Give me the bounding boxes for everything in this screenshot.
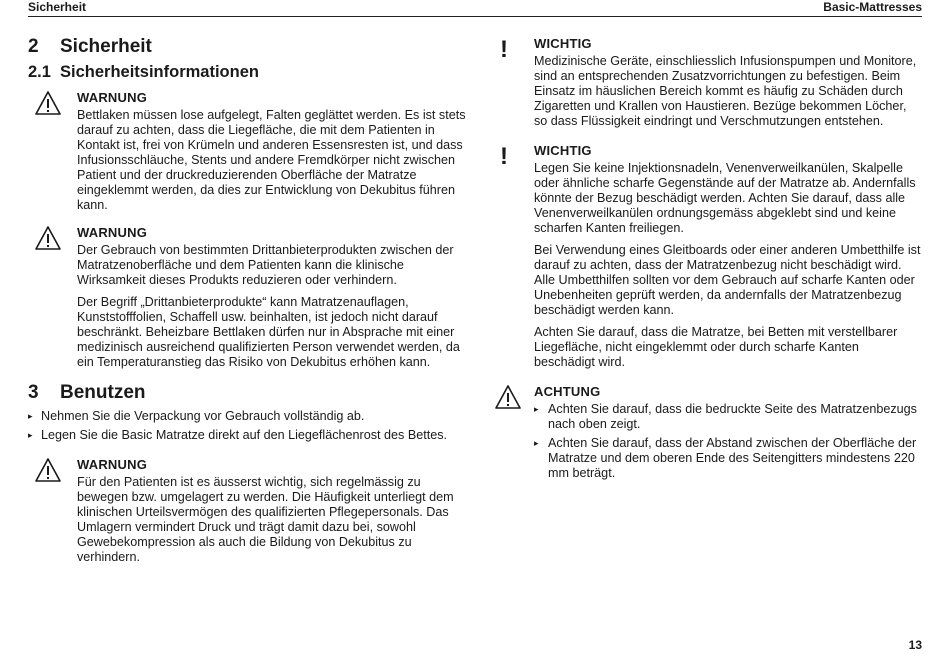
header-section-title: Sicherheit [28, 0, 87, 14]
page-number: 13 [908, 638, 922, 652]
section-heading-sicherheit: 2 Sicherheit [28, 36, 152, 57]
important-notice-1 [496, 36, 922, 129]
important-text: Bei Verwendung eines Gleitboards oder einer anderen Umbetthilfe ist darauf zu achten, dass der Matratzenbezug nicht beschädigt wird. Alle Umbetthilfen sollten vor dem Gebrauch auf scharfe Kanten oder Unebenheiten geprüft werden, da andernfalls der Matratzenbezug beschädigt werden kann. [534, 243, 921, 317]
warning-notice-2 [28, 225, 468, 370]
caution-notice [496, 384, 922, 481]
important-notice-2 [496, 143, 922, 370]
warning-triangle-icon [34, 225, 62, 251]
warning-text: Der Begriff „Drittanbieterprodukte“ kann Matratzenauflagen, Kunststofffolien, Schaffell usw. beinhalten, ist jedoch nicht darauf beschränkt. Beheizbare Bettlaken dürfen nur in Absprache mit einer medizinisch ausreichend qualifizierten Person verwendet werden, da ein Temperaturanstieg das Risiko von Dekubitus erhöhen kann. [77, 295, 460, 369]
warning-title: WARNUNG [77, 90, 148, 105]
subsection-heading-sicherheitsinformationen: 2.1 Sicherheitsinformationen [28, 63, 259, 81]
important-title: WICHTIG [534, 143, 592, 158]
warning-title: WARNUNG [77, 225, 148, 240]
warning-triangle-icon [494, 384, 522, 410]
list-item: ▸ Nehmen Sie die Verpackung vor Gebrauch vollständig ab. [28, 409, 468, 424]
section-heading-benutzen: 3 Benutzen [28, 382, 146, 403]
important-text: Medizinische Geräte, einschliesslich Infusionspumpen und Monitore, sind an entsprechenden Zusatzvorrichtungen zu befestigen. Beim Einsatz im häuslichen Bereich kommt es häufig zu Schäden durch Zigaretten und Krallen von Haustieren. Bezüge bekommen Löcher, so dass Flüssigkeit eindringt und Verschmutzungen entstehen. [534, 54, 917, 128]
caution-title: ACHTUNG [534, 384, 601, 399]
warning-title: WARNUNG [77, 457, 148, 472]
exclamation-icon: ! [500, 143, 508, 170]
header-rule [28, 16, 922, 17]
header-product-title: Basic-Mattresses [823, 0, 922, 14]
page-header [28, 0, 922, 14]
warning-notice-3 [28, 457, 468, 565]
exclamation-icon: ! [500, 36, 508, 63]
warning-triangle-icon [34, 90, 62, 116]
warning-text: Für den Patienten ist es äusserst wichtig, sich regelmässig zu bewegen bzw. umgelagert zu werden. Die Häufigkeit unterliegt dem klinischen Urteilsvermögen des qualifizierten Pflegepersonals. Das Umlagern vermindert Druck und trägt damit dazu bei, sowohl Gewebekompression als auch die Bildung von Dekubitus zu verhindern. [77, 475, 454, 564]
list-item: ▸ Achten Sie darauf, dass die bedruckte Seite des Matratzenbezugs nach oben zeigt. [534, 402, 922, 432]
list-item: ▸ Achten Sie darauf, dass der Abstand zwischen der Oberfläche der Matratze und dem oberen Ende des Seitengitters mindestens 220 mm beträgt. [534, 436, 922, 481]
important-text: Achten Sie darauf, dass die Matratze, bei Betten mit verstellbarer Liegefläche, nicht eingeklemmt oder durch scharfe Kanten beschädigt wird. [534, 325, 898, 369]
usage-list [28, 409, 468, 443]
important-text: Legen Sie keine Injektionsnadeln, Venenverweilkanülen, Skalpelle oder ähnliche scharfe Gegenstände auf der Matratze ab. Andernfalls könnte der Bezug beschädigt werden. Achten Sie darauf, dass alle Venenverweilkanülen ordnungsgemäss abgeklebt sind und keine scharfen Kanten freiliegen. [534, 161, 916, 235]
right-column [496, 36, 922, 495]
warning-triangle-icon [34, 457, 62, 483]
caution-list [534, 402, 922, 481]
warning-text: Bettlaken müssen lose aufgelegt, Falten geglättet werden. Es ist stets darauf zu achten, dass die Liegefläche, die mit dem Patienten in Kontakt ist, frei von Krümeln und anderen Essensresten ist, und dass Infusionsschläuche, Stents und andere Fremdkörper nicht zwischen Patient und der druckreduzierenden Oberfläche der Matratze eingeklemmt werden, da dies zur Entwicklung von Dekubitus führen kann. [77, 108, 466, 212]
warning-notice-1 [28, 90, 468, 213]
list-item: ▸ Legen Sie die Basic Matratze direkt auf den Liegeflächenrost des Bettes. [28, 428, 468, 443]
warning-text: Der Gebrauch von bestimmten Drittanbieterprodukten zwischen der Matratzenoberfläche und dem Patienten kann die klinische Wirksamkeit dieses Produkts reduzieren oder verhindern. [77, 243, 454, 287]
left-column [28, 36, 468, 577]
important-title: WICHTIG [534, 36, 592, 51]
